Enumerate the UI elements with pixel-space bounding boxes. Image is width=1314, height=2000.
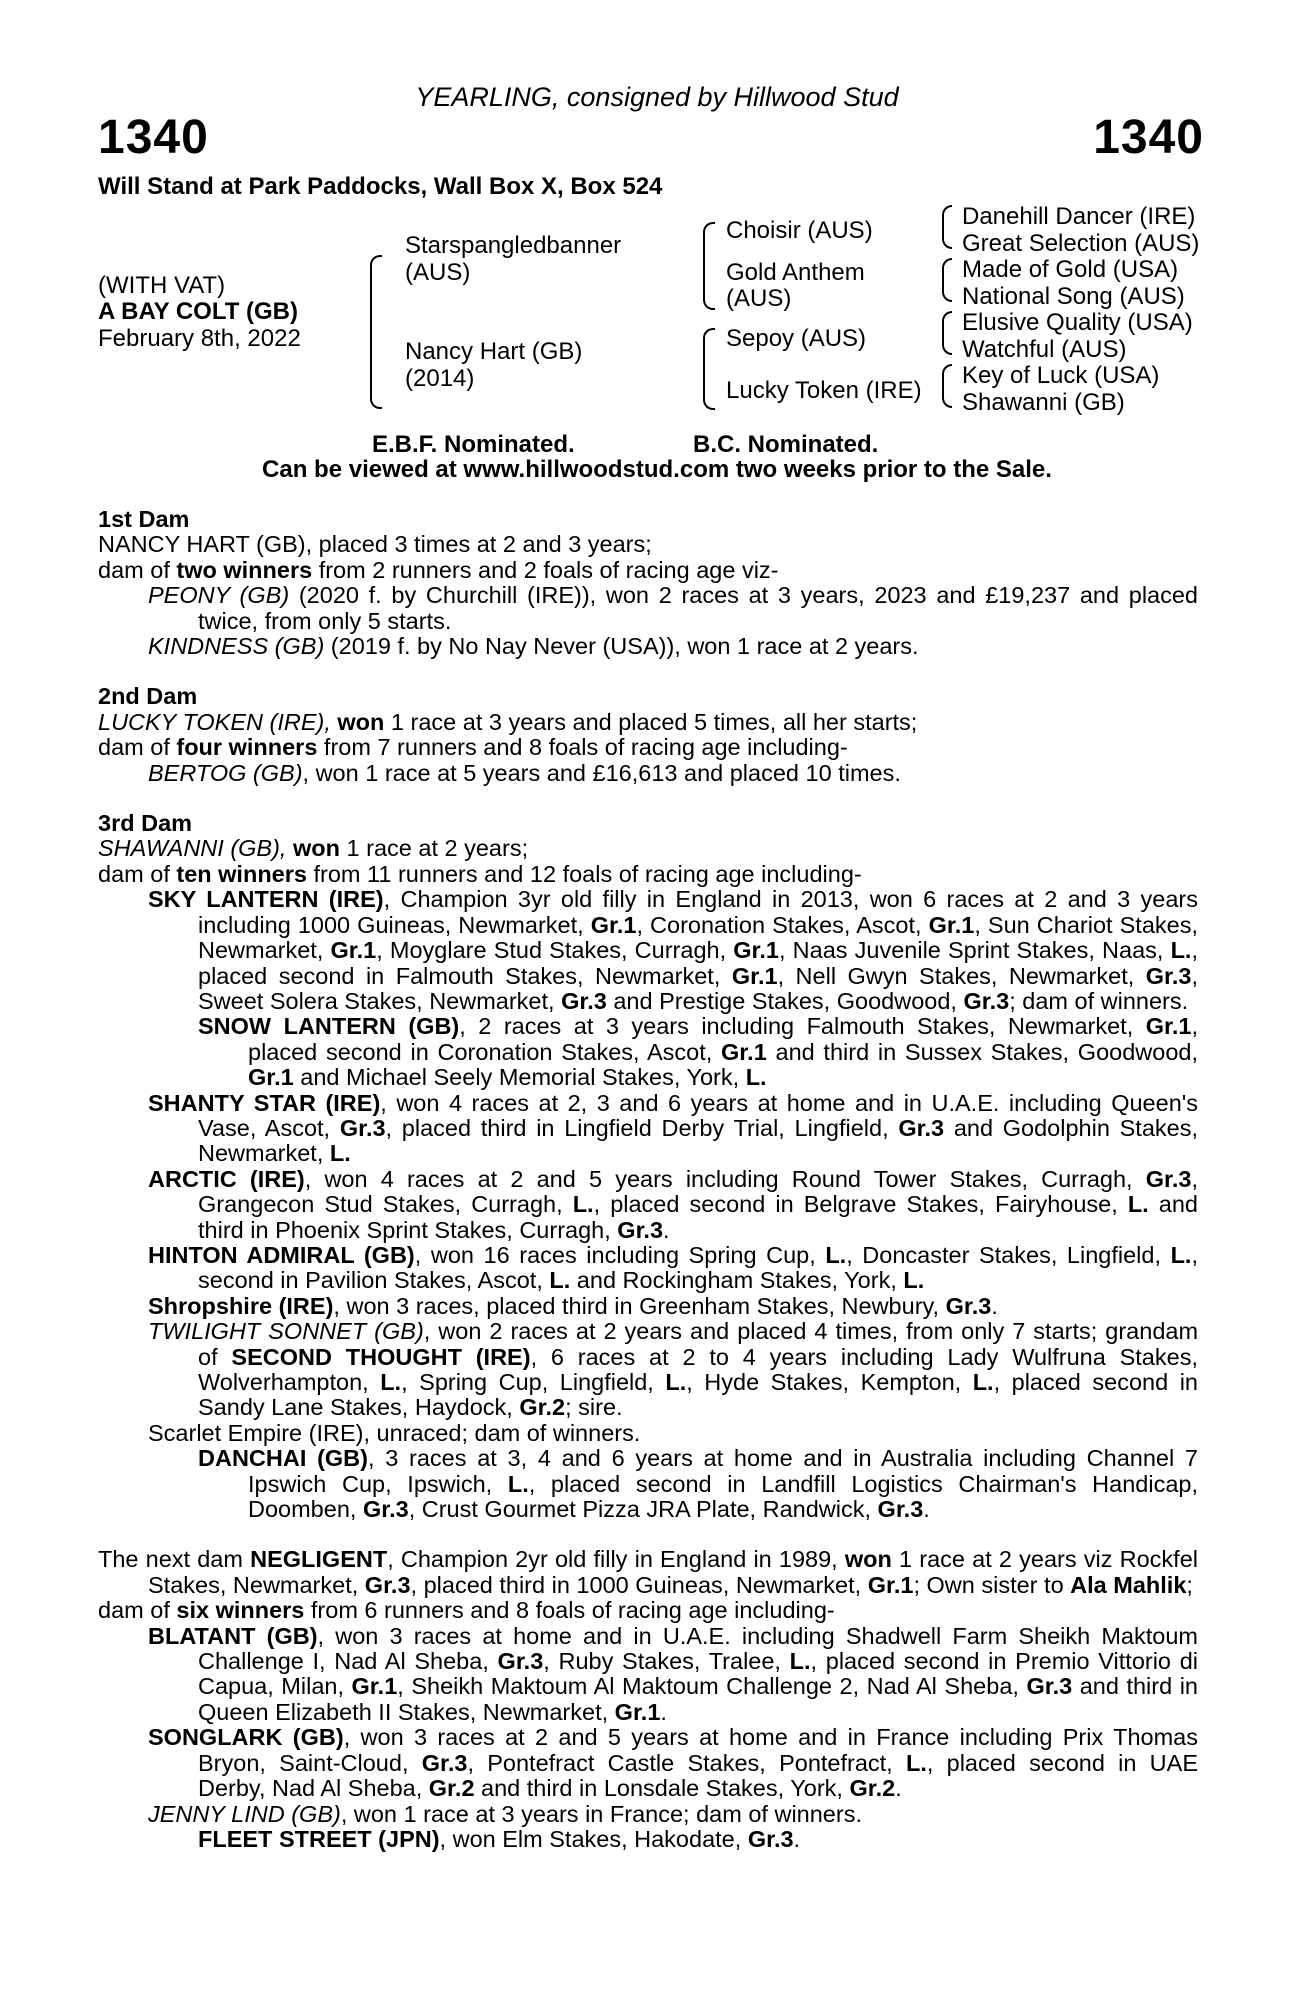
- list-item: BERTOG (GB), won 1 race at 5 years and £16,613 and placed 10 times.: [148, 759, 901, 786]
- pedigree-sss: Danehill Dancer (IRE): [962, 203, 1196, 230]
- list-item: BLATANT (GB), won 3 races at home and in U.A.E. including Shadwell Farm Sheikh Maktoum Challenge I, Nad Al Sheba, Gr.3, Ruby Stakes, Tralee, L., placed second in Premio Vittorio di Capua, Milan, Gr.1, Sheikh Maktoum Al Maktoum Challenge 2, Nad Al Sheba, Gr.3 and third in Queen Elizabeth II Stakes, Newmarket, Gr.1.: [148, 1622, 1198, 1725]
- list-item: DANCHAI (GB), 3 races at 3, 4 and 6 years at home and in Australia including Channel 7 Ipswich Cup, Ipswich, L., placed second in Landfill Logistics Chairman's Handicap, Doomben, Gr.3, Crust Gourmet Pizza JRA Plate, Randwick, Gr.3.: [198, 1445, 1198, 1523]
- horse-dob: February 8th, 2022: [98, 325, 301, 352]
- bc-nomination: B.C. Nominated.: [693, 431, 879, 458]
- pedigree-dsd: Watchful (AUS): [962, 336, 1127, 363]
- pedigree-sire-line1: Starspangledbanner: [405, 232, 622, 259]
- third-dam-heading: 3rd Dam: [98, 810, 193, 837]
- vat-note: (WITH VAT): [98, 272, 226, 299]
- first-dam-heading: 1st Dam: [98, 506, 190, 532]
- pedigree-dds: Key of Luck (USA): [962, 362, 1160, 389]
- ebf-nomination: E.B.F. Nominated.: [372, 431, 575, 458]
- list-item: KINDNESS (GB) (2019 f. by No Nay Never (USA)), won 1 race at 2 years.: [148, 633, 919, 660]
- pedigree-sdd: National Song (AUS): [962, 283, 1185, 310]
- pedigree-brace: [370, 255, 382, 409]
- pedigree-dam-line1: Nancy Hart (GB): [405, 338, 583, 365]
- pedigree-dss: Elusive Quality (USA): [962, 309, 1193, 336]
- first-dam-produce: dam of two winners from 2 runners and 2 foals of racing age viz-: [98, 556, 779, 583]
- pedigree-dam-line2: (2014): [405, 365, 475, 392]
- list-item: ARCTIC (IRE), won 4 races at 2 and 5 years including Round Tower Stakes, Curragh, Gr.3, Grangecon Stud Stakes, Curragh, L., placed second in Belgrave Stakes, Fairyhouse, L. and third in Phoenix Sprint Stakes, Curragh, Gr.3.: [148, 1165, 1198, 1243]
- list-item: Scarlet Empire (IRE), unraced; dam of winners.: [148, 1419, 641, 1446]
- second-dam-heading: 2nd Dam: [98, 683, 198, 710]
- pedigree-dam-sire: Sepoy (AUS): [726, 325, 867, 352]
- pedigree-brace: [942, 364, 952, 408]
- third-dam-produce: dam of ten winners from 11 runners and 12 foals of racing age including-: [98, 860, 862, 887]
- pedigree-ddd: Shawanni (GB): [962, 389, 1125, 416]
- list-item: FLEET STREET (JPN), won Elm Stakes, Hakodate, Gr.3.: [198, 1825, 801, 1852]
- lot-number-left: 1340: [98, 111, 209, 164]
- list-item: SHANTY STAR (IRE), won 4 races at 2, 3 and 6 years at home and in U.A.E. including Queen's Vase, Ascot, Gr.3, placed third in Lingfield Derby Trial, Lingfield, Gr.3 and Godolphin Stakes, Newmarket, L.: [148, 1089, 1198, 1167]
- list-item: PEONY (GB) (2020 f. by Churchill (IRE)), won 2 races at 3 years, 2023 and £19,237 and placed twice, from only 5 starts.: [148, 582, 1199, 634]
- next-dam-record: The next dam NEGLIGENT, Champion 2yr old filly in England in 1989, won 1 race at 2 years viz Rockfel Stakes, Newmarket, Gr.3, placed third in 1000 Guineas, Newmarket, Gr.1; Own sister to Ala Mahlik;: [98, 1546, 1198, 1598]
- list-item: SNOW LANTERN (GB), 2 races at 3 years including Falmouth Stakes, Newmarket, Gr.1, placed second in Coronation Stakes, Ascot, Gr.1 and third in Sussex Stakes, Goodwood, Gr.1 and Michael Seely Memorial Stakes, York, L.: [198, 1013, 1198, 1091]
- stabling-location: Will Stand at Park Paddocks, Wall Box X, Box 524: [98, 173, 663, 200]
- pedigree-brace: [942, 258, 952, 302]
- lot-number-right: 1340: [1093, 111, 1204, 164]
- pedigree-brace: [703, 222, 715, 310]
- list-item: HINTON ADMIRAL (GB), won 16 races including Spring Cup, L., Doncaster Stakes, Lingfield, L., second in Pavilion Stakes, Ascot, L. and Rockingham Stakes, York, L.: [148, 1241, 1198, 1294]
- catalogue-subtitle: YEARLING, consigned by Hillwood Stud: [415, 82, 899, 112]
- list-item: Shropshire (IRE), won 3 races, placed third in Greenham Stakes, Newbury, Gr.3.: [148, 1292, 998, 1319]
- pedigree-brace: [703, 328, 715, 410]
- pedigree-sire-sire: Choisir (AUS): [726, 217, 873, 244]
- list-item: SONGLARK (GB), won 3 races at 2 and 5 years at home and in France including Prix Thomas Bryon, Saint-Cloud, Gr.3, Pontefract Castle Stakes, Pontefract, L., placed second in UAE Derby, Nad Al Sheba, Gr.2 and third in Lonsdale Stakes, York, Gr.2.: [148, 1724, 1199, 1802]
- pedigree-brace: [942, 311, 952, 355]
- viewing-note: Can be viewed at www.hillwoodstud.com two weeks prior to the Sale.: [262, 456, 1052, 483]
- list-item: JENNY LIND (GB), won 1 race at 3 years in France; dam of winners.: [148, 1800, 862, 1827]
- third-dam-record: SHAWANNI (GB), won 1 race at 2 years;: [98, 835, 529, 862]
- first-dam-record: NANCY HART (GB), placed 3 times at 2 and 3 years;: [98, 531, 652, 558]
- pedigree-sds: Made of Gold (USA): [962, 256, 1179, 283]
- second-dam-produce: dam of four winners from 7 runners and 8 foals of racing age including-: [98, 734, 848, 761]
- second-dam-record: LUCKY TOKEN (IRE), won 1 race at 3 years and placed 5 times, all her starts;: [98, 708, 918, 735]
- pedigree-sire-dam-line2: (AUS): [726, 285, 792, 312]
- catalogue-body: [98, 507, 1198, 1852]
- next-dam-produce: dam of six winners from 6 runners and 8 foals of racing age including-: [98, 1597, 835, 1624]
- list-item: SKY LANTERN (IRE), Champion 3yr old filly in England in 2013, won 6 races at 2 and 3 years including 1000 Guineas, Newmarket, Gr.1, Coronation Stakes, Ascot, Gr.1, Sun Chariot Stakes, Newmarket, Gr.1, Moyglare Stud Stakes, Curragh, Gr.1, Naas Juvenile Sprint Stakes, Naas, L., placed second in Falmouth Stakes, Newmarket, Gr.1, Nell Gwyn Stakes, Newmarket, Gr.3, Sweet Solera Stakes, Newmarket, Gr.3 and Prestige Stakes, Goodwood, Gr.3; dam of winners.: [148, 886, 1198, 1014]
- pedigree-ssd: Great Selection (AUS): [962, 230, 1200, 257]
- list-item: TWILIGHT SONNET (GB), won 2 races at 2 years and placed 4 times, from only 7 starts; grandam of SECOND THOUGHT (IRE), 6 races at 2 to 4 years including Lady Wulfruna Stakes, Wolverhampton, L., Spring Cup, Lingfield, L., Hyde Stakes, Kempton, L., placed second in Sandy Lane Stakes, Haydock, Gr.2; sire.: [148, 1318, 1199, 1421]
- pedigree-dam-dam: Lucky Token (IRE): [726, 377, 922, 404]
- horse-name: A BAY COLT (GB): [98, 298, 299, 325]
- pedigree-sire-line2: (AUS): [405, 259, 471, 286]
- pedigree-brace: [942, 205, 952, 249]
- pedigree-sire-dam-line1: Gold Anthem: [726, 259, 865, 286]
